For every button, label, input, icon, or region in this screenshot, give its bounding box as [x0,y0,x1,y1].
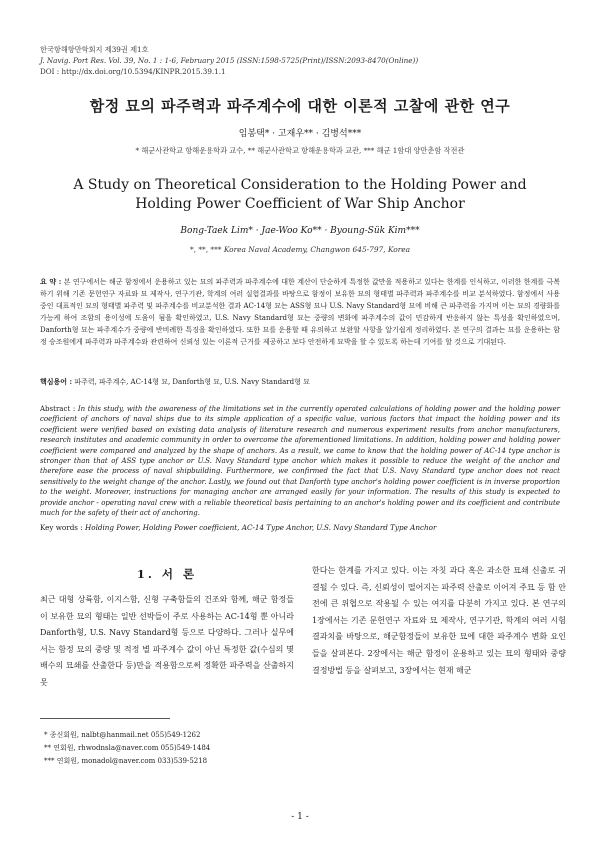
footnote-divider [40,718,170,719]
journal-citation: J. Navig. Port Res. Vol. 39, No. 1 : 1-6, February 2015 (ISSN:1598-5725(Print)/ISSN:2093-8470(Online)) [40,56,419,65]
affiliations-en: *, **, *** Korea Naval Academy, Changwon 645-797, Korea [189,245,411,254]
keywords-ko-text: 파주력, 파주계수, AC-14형 묘, Danforth형 묘, U.S. Navy Standard형 묘 [74,378,310,386]
doi-link[interactable]: DOI : http://dx.doi.org/10.5394/KINPR.2015.39.1.1 [40,67,226,76]
keywords-ko-label: 핵심용어 : [40,377,73,386]
page-number: - 1 - [291,812,309,822]
paper-title-en: A Study on Theoretical Consideration to the Holding Power and Holding Power Coefficient of War Ship Anchor [73,177,527,212]
keywords-ko [40,376,560,388]
abstract-ko-label: 요 약 : [40,277,62,286]
authors-ko: 임봉택* · 고재우** · 김병석*** [238,129,362,139]
section-heading-introduction: 1. 서 론 [136,567,198,581]
abstract-ko [40,276,560,349]
footnote-author-3: *** 연회원, monadol@naver.com 033)539-5218 [44,757,208,765]
journal-header [40,44,418,77]
authors-en: Bong-Taek Lim* · Jae-Woo Ko** · Byoung-Sük Kim*** [180,226,420,236]
abstract-en-text: In this study, with the awareness of the limitations set in the currently operated calculations of holding power and the holding power coefficient of anchors of naval ships due to its simple application of a specific value, various factors that impact the holding power and its coefficient were verified based on existing data analysis of literature research and numerous experiment results from anchor manufacturers, research institutes and academic community in order to overcome the aforementioned limitations. In addition, holding power and holding power coefficient were compared and analyzed by the shape of anchors. As a result, we came to know that the holding power of AC-14 type anchor is stronger than that of ASS type anchor or U.S. Navy Standard type anchor which makes it possible to reduce the weight of the anchor and therefore ease the process of naval shipbuilding. Furthermore, we confirmed the fact that U.S. Navy Standard type anchor does not react sensitively to the weight change of the anchor. Lastly, we found out that Danforth type anchor's holding power coefficient is in inverse proportion to the weight. Moreover, instructions for managing anchor are arranged easily for your information. The results of this study is expected to provide anchor - operating naval crew with a reliable theoretical basis pertaining to an anchor's holding power and its coefficient and contribute much for the safety of their act of anchoring. [40,405,560,518]
journal-name-ko: 한국항해항만학회지 제39권 제1호 [40,45,149,54]
body-column-right: 한다는 한계를 가지고 있다. 이는 자칫 과다 혹은 과소한 묘쇄 신출로 귀결될 수 있다. 즉, 신뢰성이 떨어지는 파주력 산출로 이어져 주묘 등 함 안전에 큰 위협으로 작용될 수 있는 여지를 다분히 가지고 있다. 본 연구의 1장에서는 기존 문헌연구 자료와 묘 제작사, 연구기관, 학계의 여러 시험 결과치를 바탕으로, 해군함정들이 보유한 묘에 대한 파주계수 변화 요인들을 살펴본다. 2장에서는 해군 함정이 운용하고 있는 묘의 형태와 중량 결정방법 등을 살펴보고, 3장에서는 현재 해군 [312,566,566,675]
keywords-en-text: Holding Power, Holding Power coefficient, AC-14 Type Anchor, U.S. Navy Standard Type Anchor [84,523,437,532]
abstract-en [40,404,560,518]
keywords-en-label: Key words : [40,523,83,532]
abstract-en-label: Abstract : [40,405,76,413]
footnote-author-1: * 종신회원, nalbt@hanmail.net 055)549-1262 [44,731,201,739]
paper-title-ko: 함정 묘의 파주력과 파주계수에 대한 이론적 고찰에 관한 연구 [89,97,511,115]
body-column-left: 최근 대형 상륙함, 이지스함, 신형 구축함들의 건조와 함께, 해군 함정들이 보유한 묘의 형태는 일반 선박들이 주로 사용하는 AC-14형 뿐 아니라 Danforth형, U.S. Navy Standard형 등으로 다양하다. 그러나 실무에서는 함정 묘의 중량 및 적정 별 파주계수 값이 아닌 특정한 값(수심의 몇 배수의 묘쇄를 산출한다 등)만을 적용함으로써 정확한 파주력을 산출하지 못 [40,595,294,687]
keywords-en [40,522,560,533]
footnote-author-2: ** 연회원, rhwodnsla@naver.com 055)549-1484 [44,744,211,752]
affiliations-ko: * 해군사관학교 항해운용학과 교수, ** 해군사관학교 항해운용학과 교관, *** 해군 1함대 양만춘함 작전관 [135,146,465,155]
abstract-ko-text: 본 연구에서는 해군 함정에서 운용하고 있는 묘의 파주력과 파주계수에 대한 계산이 단순하게 특정한 값만을 적용하고 있다는 한계를 인식하고, 이러한 한계를 극복하기 위해 기존 문헌연구 자료와 묘 제작사, 연구기관, 학계의 여러 실험결과를 바탕으로 함정이 보유한 묘의 형태별 파주력과 파주계수를 비교 분석하였다. 함정에서 사용 중인 대표적인 묘의 형태별 파주력 및 파주계수를 비교분석한 결과 AC-14형 묘는 ASS형 묘나 U.S. Navy Standard형 묘에 비해 큰 파주력을 가지며 이는 묘의 경량화를 가능케 하여 조함의 용이성에 도움이 됨을 확인하였고, U.S. Navy Standard형 묘는 중량의 변화에 파주계수의 값이 민감하게 반응하지 않는 특성을 확인하였으며, Danforth형 묘는 파주계수가 중량에 반비례한 특징을 확인하였다. 또한 묘를 운용할 때 유의하고 보완할 사항을 알기쉽게 정리하였다. 본 연구의 결과는 묘를 운용하는 함정 승조원에게 파주력과 파주계수와 관련하여 신뢰성 있는 이론적 근거를 제공하고 보다 안전하게 묘박을 할 수 있도록 하는데 기여를 할 것으로 기대된다. [40,278,560,347]
